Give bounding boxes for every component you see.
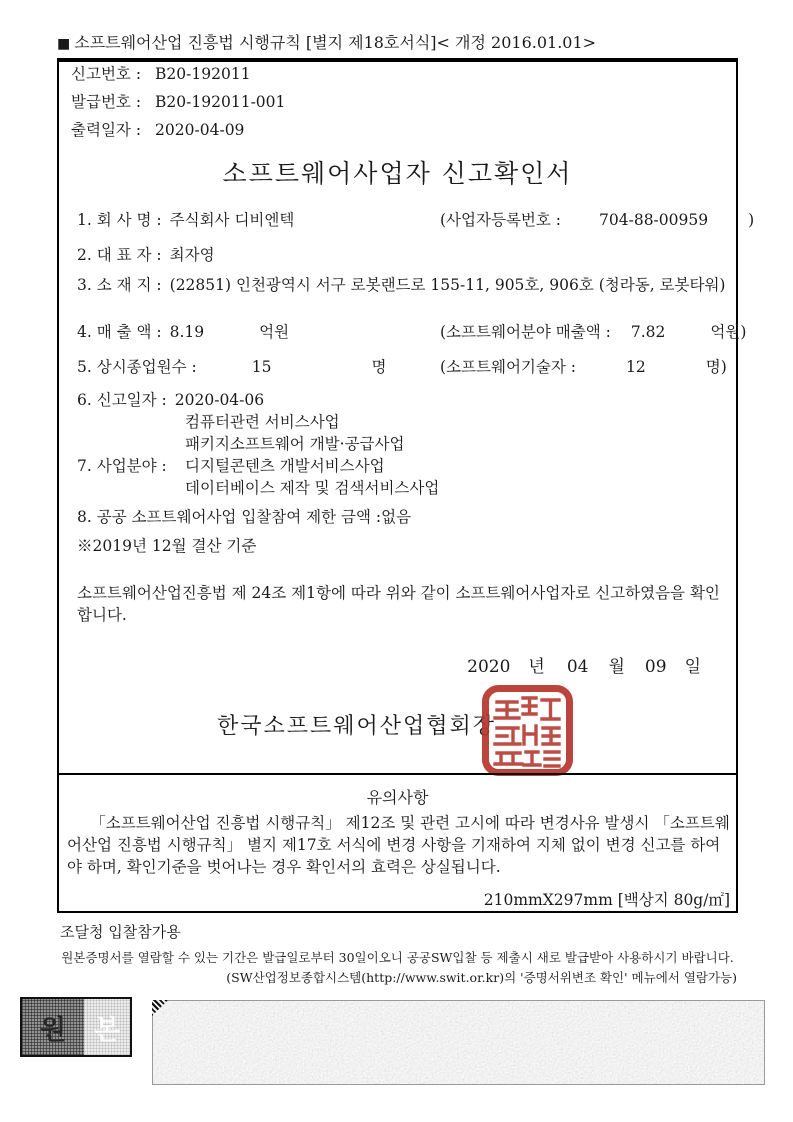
issue-day: 09 bbox=[644, 657, 667, 677]
report-date-label: 6. 신고일자 : bbox=[77, 391, 167, 409]
footer-validity-note: 원본증명서를 열람할 수 있는 기간은 발급일로부터 30일이오니 공공SW입찰 등 제출시 새로 발급받아 사용하시기 바랍니다. bbox=[61, 950, 734, 965]
business-reg-number-close: ) bbox=[748, 211, 755, 229]
business-field-line: 컴퓨터관련 서비스사업 bbox=[185, 413, 340, 431]
bid-limit-label: 8. 공공 소프트웨어사업 입찰참여 제한 금액 : bbox=[77, 508, 382, 526]
company-name-label: 1. 회 사 명 : bbox=[77, 211, 162, 229]
sw-engineers-group bbox=[440, 357, 727, 377]
issue-number-label: 발급번호 : bbox=[71, 93, 142, 111]
original-mark-char-2: 본 bbox=[93, 1014, 121, 1046]
revenue-row bbox=[77, 322, 747, 342]
issuer-name: 한국소프트웨어산업협회장 bbox=[217, 714, 497, 739]
print-date-label: 출력일자 : bbox=[71, 121, 142, 139]
original-mark-char-1: 원 bbox=[39, 1014, 67, 1046]
paper-spec: 210mmX297mm [백상지 80g/㎡] bbox=[483, 891, 730, 909]
business-field-label: 7. 사업분야 : bbox=[77, 457, 167, 475]
revenue-value: 8.19 bbox=[169, 323, 205, 341]
original-mark-right-cell bbox=[84, 999, 130, 1055]
official-seal-stamp-icon bbox=[480, 683, 575, 778]
revenue-label: 4. 매 출 액 : bbox=[77, 323, 162, 341]
bid-limit-row bbox=[77, 507, 722, 527]
address-value: (22851) 인천광역시 서구 로봇랜드로 155-11, 905호, 906호 (청라동, 로봇타워) bbox=[169, 276, 726, 294]
issue-month-unit: 월 bbox=[608, 657, 625, 677]
basis-note: ※2019년 12월 결산 기준 bbox=[77, 537, 257, 555]
employees-unit: 명 bbox=[371, 358, 387, 376]
certificate-box bbox=[57, 60, 755, 913]
issue-year-unit: 년 bbox=[528, 657, 545, 677]
original-mark-badge bbox=[20, 997, 132, 1057]
sw-revenue-label: (소프트웨어분야 매출액 : bbox=[440, 323, 611, 341]
address-row bbox=[77, 274, 732, 296]
report-number-value: B20-192011 bbox=[155, 65, 251, 83]
ceo-label: 2. 대 표 자 : bbox=[77, 246, 162, 264]
company-name-value: 주식회사 디비엔텍 bbox=[169, 211, 295, 229]
notice-title: 유의사항 bbox=[366, 788, 429, 807]
revenue-unit: 억원 bbox=[259, 323, 290, 341]
employees-row bbox=[77, 357, 727, 377]
ceo-value: 최자영 bbox=[169, 246, 215, 264]
report-date-row bbox=[77, 390, 722, 410]
section-divider bbox=[57, 773, 738, 775]
issue-month: 04 bbox=[566, 657, 589, 677]
certificate-title: 소프트웨어사업자 신고확인서 bbox=[222, 159, 573, 188]
sw-engineers-label: (소프트웨어기술자 : bbox=[440, 358, 576, 376]
bid-limit-value: 없음 bbox=[381, 508, 412, 526]
security-watermark-strip bbox=[152, 1000, 765, 1085]
business-field-line: 데이터베이스 제작 및 검색서비스사업 bbox=[185, 479, 440, 497]
form-reference-line bbox=[57, 30, 738, 60]
print-date-row bbox=[71, 120, 244, 140]
footer-verification-note: (SW산업정보종합시스템(http://www.swit.or.kr)의 '증명서위변조 확인' 메뉴에서 열람가능) bbox=[226, 970, 737, 985]
issue-date-line bbox=[467, 652, 701, 677]
business-reg-number-value: 704-88-00959 bbox=[599, 211, 709, 229]
issue-number-row bbox=[71, 92, 285, 112]
employees-value: 15 bbox=[251, 358, 272, 376]
sw-revenue-close: 억원) bbox=[710, 323, 747, 341]
original-mark-left-cell bbox=[22, 999, 84, 1055]
report-number-row bbox=[71, 64, 251, 84]
sw-revenue-group bbox=[440, 322, 746, 342]
business-field-line: 패키지소프트웨어 개발·공급사업 bbox=[185, 435, 405, 453]
report-number-label: 신고번호 : bbox=[71, 65, 142, 83]
notice-body: 「소프트웨어산업 진흥법 시행규칙」 제12조 및 관련 고시에 따라 변경사유 발생시 「소프트웨어산업 진흥법 시행규칙」 별지 제17호 서식에 변경 사항을 기재하여 지체 없이 변경 신고를 하여야 하며, 확인기준을 벗어나는 경우 확인서의 효력은 상실됩니다. bbox=[67, 814, 730, 876]
square-bullet-icon: ■ bbox=[57, 36, 71, 52]
sw-engineers-close: 명) bbox=[705, 358, 727, 376]
company-name-row bbox=[77, 210, 755, 230]
sw-engineers-value: 12 bbox=[625, 358, 646, 376]
business-reg-number-group bbox=[440, 210, 754, 230]
business-field-line: 디지털콘텐츠 개발서비스사업 bbox=[185, 457, 385, 475]
procurement-usage-label: 조달청 입찰참가용 bbox=[60, 923, 181, 941]
issue-number-value: B20-192011-001 bbox=[155, 93, 286, 111]
confirmation-statement: 소프트웨어산업진흥법 제 24조 제1항에 따라 위와 같이 소프트웨어사업자로 신고하였음을 확인합니다. bbox=[77, 584, 720, 624]
business-reg-number-label: (사업자등록번호 : bbox=[440, 211, 562, 229]
ceo-row bbox=[77, 245, 722, 265]
sw-revenue-value: 7.82 bbox=[630, 323, 666, 341]
issue-year: 2020 bbox=[467, 657, 511, 677]
form-reference-text: 소프트웨어산업 진흥법 시행규칙 [별지 제18호서식]< 개정 2016.01.01> bbox=[74, 33, 597, 52]
employees-label: 5. 상시종업원수 : bbox=[77, 358, 197, 376]
watermark-noise bbox=[152, 1000, 765, 1085]
report-date-value: 2020-04-06 bbox=[174, 391, 265, 409]
address-label: 3. 소 재 지 : bbox=[77, 276, 162, 294]
issue-day-unit: 일 bbox=[684, 657, 701, 677]
print-date-value: 2020-04-09 bbox=[155, 121, 245, 139]
